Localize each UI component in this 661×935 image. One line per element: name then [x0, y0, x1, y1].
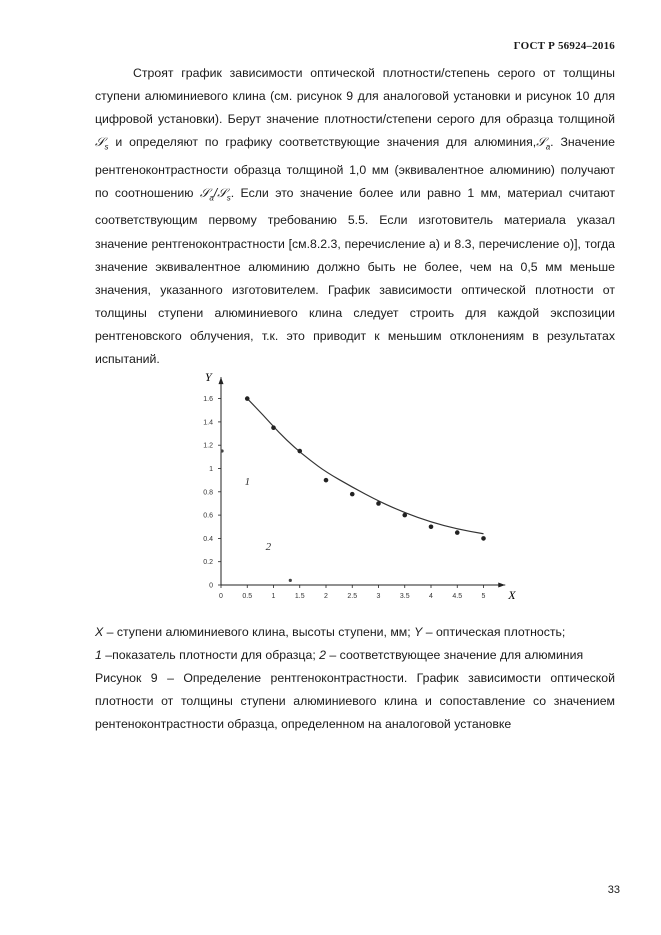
symbol-aluminium: 𝒮$_a$ [536, 135, 551, 152]
data-point [402, 513, 407, 518]
y-axis-arrow [219, 377, 224, 384]
data-point [245, 396, 250, 401]
stray-mark [220, 449, 223, 452]
x-tick-label: 1.5 [294, 593, 305, 600]
curve-annotation: 2 [265, 541, 272, 554]
chart-ticks [203, 396, 485, 600]
y-axis-label: Y [205, 370, 212, 385]
data-point [455, 530, 460, 535]
fit-curve [244, 399, 483, 534]
data-point [271, 425, 276, 430]
x-tick-label: 1 [271, 593, 276, 600]
x-tick-label: 4 [429, 593, 433, 600]
caption-x-symbol: X [95, 625, 104, 639]
chart-annotations [245, 476, 272, 553]
body-text [95, 62, 615, 371]
y-tick-label: 0 [209, 582, 213, 590]
standard-number: ГОСТ Р 56924–2016 [513, 40, 615, 52]
document-header [0, 40, 615, 52]
y-tick-label: 0.4 [203, 535, 213, 543]
x-axis-arrow [498, 583, 505, 588]
data-point [297, 449, 302, 454]
chart-axes [219, 377, 506, 587]
figure-caption [95, 621, 615, 736]
ratio-formula: 𝒮$_a$/𝒮$_s$ [199, 185, 231, 203]
y-tick-label: 1.6 [203, 396, 213, 404]
caption-legend: X – ступени алюминиевого клина, высоты ступени, мм; Y – оптическая плотность; 1 –показатель плотности для образца; 2 – соответствующее значение для алюминия [95, 625, 584, 663]
x-tick-label: 0.5 [242, 593, 253, 600]
y-tick-label: 0.8 [203, 489, 213, 497]
x-tick-label: 2 [324, 593, 328, 600]
chart-points [220, 396, 485, 582]
optical-density-chart [192, 366, 522, 606]
data-point [481, 536, 486, 541]
y-tick-label: 0.6 [203, 512, 213, 520]
x-tick-label: 3.5 [399, 593, 410, 600]
caption-1-symbol: 1 [95, 648, 102, 663]
main-paragraph: Строят график зависимости оптической плотности/степень серого от толщины ступени алюминиевого клина (см. рисунок 9 для аналоговой установки и рисунок 10 для цифровой установки). Берут значение плотности/степени серого для образца толщиной 𝒮$_s$ и определяют по графику соответствующие значения для алюминия,𝒮$_a$. Значение рентгеноконтрастности образца толщиной 1,0 мм (эквивалентное алюминию) получают по соотношению 𝒮$_a$/𝒮$_s$. Если это значение более или равно 1 мм, материал считают соответствующим первому требованию 5.5. Если изготовитель материала указал значение рентгеноконтрастности [см.8.2.3, перечисление а) и 8.3, перечисление о)], тогда значение эквивалентное алюминию должно быть не более, чем на 0,5 мм меньше значения, указанного изготовителем. График зависимости оптической плотности от толщины ступени алюминиевого клина следует строить для каждой экспозиции рентгеновского облучения, т.к. это приводит к меньшим отклонениям в результатах испытаний. [95, 66, 615, 367]
data-point [350, 492, 355, 497]
figure-title: Рисунок 9 – Определение рентгеноконтрастности. График зависимости оптической плотности от толщины ступени алюминиевого клина и сопоставление со значением рентеноконтрастности образца, определенном на аналоговой установке [95, 671, 615, 732]
x-tick-label: 2.5 [347, 593, 358, 600]
curve-annotation: 1 [244, 475, 251, 488]
x-tick-label: 5 [481, 593, 486, 600]
y-tick-label: 1 [209, 466, 213, 473]
x-axis-label: X [508, 588, 516, 602]
data-point [376, 501, 381, 506]
x-tick-label: 3 [376, 593, 381, 600]
page-number: 33 [607, 884, 620, 896]
stray-mark [289, 579, 292, 582]
y-tick-label: 0.2 [203, 559, 213, 567]
data-point [429, 524, 434, 529]
y-tick-label: 1.2 [203, 442, 213, 450]
symbol-sample: 𝒮$_s$ [95, 135, 109, 152]
data-point [324, 478, 329, 483]
x-tick-label: 4.5 [452, 593, 463, 600]
caption-y-symbol: Y [414, 625, 423, 639]
x-tick-label: 0 [219, 593, 223, 600]
caption-2-symbol: 2 [319, 648, 326, 663]
y-tick-label: 1.4 [203, 419, 213, 427]
